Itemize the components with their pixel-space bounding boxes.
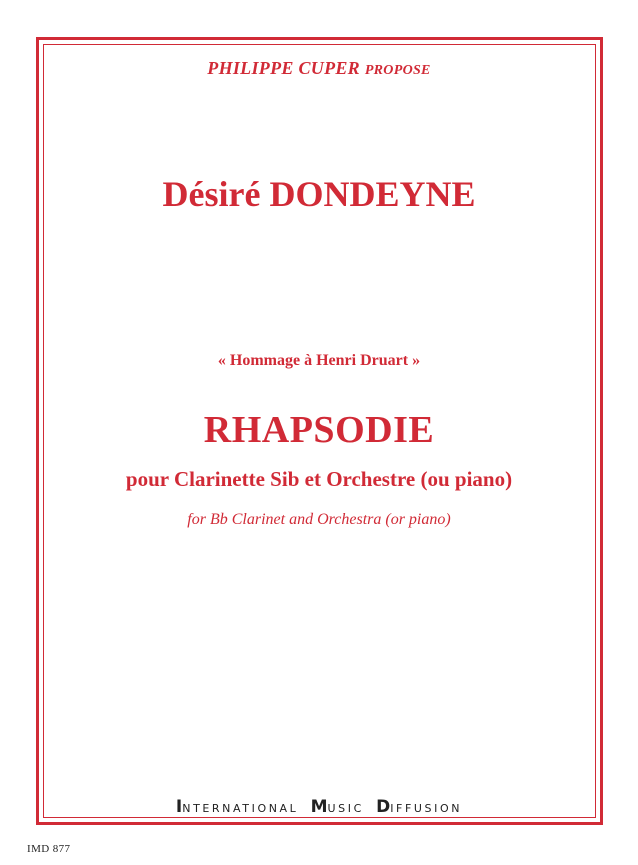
publisher-suffix: PROPOSE: [364, 63, 431, 78]
publisher-imprint: [0, 797, 638, 817]
publisher-line: [0, 58, 638, 79]
work-subtitle: pour Clarinette Sib et Orchestre (ou piano): [125, 467, 513, 491]
work-subtitle-english: for Bb Clarinet and Orchestra (or piano): [187, 511, 451, 528]
imprint-word-international: NTERNATIONAL: [182, 802, 299, 815]
publisher-name: PHILIPPE CUPER: [207, 58, 360, 78]
composer-name: Désiré DONDEYNE: [162, 174, 476, 214]
catalog-number: IMD 877: [27, 843, 71, 855]
imprint-initial-d: D: [376, 797, 391, 817]
imprint-initial-i: I: [175, 797, 183, 817]
imprint-word-diffusion: IFFUSION: [390, 802, 463, 815]
imprint-initial-m: M: [310, 797, 328, 817]
imprint-word-music: USIC: [327, 802, 364, 815]
work-title: RHAPSODIE: [203, 409, 435, 451]
dedication: « Hommage à Henri Druart »: [217, 352, 421, 369]
